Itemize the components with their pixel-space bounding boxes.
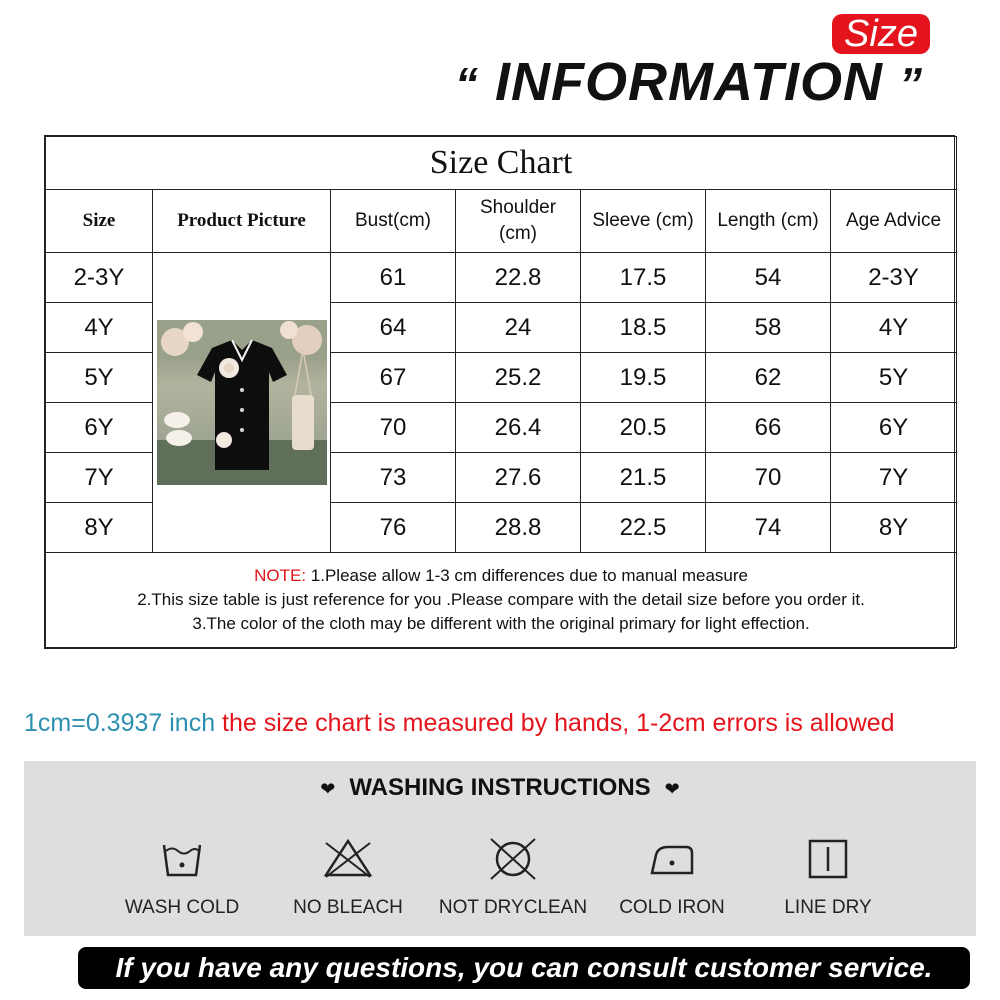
information-title bbox=[455, 46, 985, 118]
cell-age: 2-3Y bbox=[831, 253, 957, 303]
cell-size: 2-3Y bbox=[46, 253, 153, 303]
wash-label: NOT DRYCLEAN bbox=[438, 897, 588, 918]
cell-length: 66 bbox=[706, 403, 831, 453]
cell-shoulder: 27.6 bbox=[456, 453, 581, 503]
note-line-3: 3.The color of the cloth may be different with the original primary for light effection. bbox=[192, 614, 810, 633]
wash-item bbox=[428, 833, 598, 923]
wash-label: COLD IRON bbox=[619, 897, 725, 918]
cell-size: 4Y bbox=[46, 303, 153, 353]
size-chart-table bbox=[45, 136, 957, 648]
cell-sleeve: 17.5 bbox=[581, 253, 706, 303]
cell-bust: 73 bbox=[331, 453, 456, 503]
measurement-note: the size chart is measured by hands, 1-2cm errors is allowed bbox=[215, 709, 895, 737]
wash-cold-icon bbox=[152, 833, 212, 883]
header-age-advice: Age Advice bbox=[831, 190, 957, 253]
information-word: INFORMATION bbox=[495, 52, 883, 112]
product-picture-cell bbox=[153, 253, 331, 553]
open-quote: “ bbox=[455, 58, 479, 110]
wash-item bbox=[587, 833, 757, 923]
cell-sleeve: 22.5 bbox=[581, 503, 706, 553]
wash-label: LINE DRY bbox=[784, 897, 872, 918]
cell-bust: 70 bbox=[331, 403, 456, 453]
note-line-2: 2.This size table is just reference for you .Please compare with the detail size before you order it. bbox=[137, 590, 865, 609]
table-row bbox=[46, 253, 957, 303]
heart-icon: ❤ bbox=[664, 779, 680, 799]
cell-shoulder: 28.8 bbox=[456, 503, 581, 553]
cell-sleeve: 18.5 bbox=[581, 303, 706, 353]
size-note bbox=[46, 553, 957, 648]
cell-size: 8Y bbox=[46, 503, 153, 553]
cell-age: 6Y bbox=[831, 403, 957, 453]
header-product-picture: Product Picture bbox=[153, 190, 331, 253]
size-badge: Size bbox=[832, 14, 930, 54]
cell-sleeve: 19.5 bbox=[581, 353, 706, 403]
dress-image bbox=[157, 320, 327, 485]
cell-length: 74 bbox=[706, 503, 831, 553]
cold-iron-icon bbox=[642, 833, 702, 883]
note-line-1 bbox=[46, 564, 956, 588]
header-size: Size bbox=[46, 190, 153, 253]
no-bleach-icon bbox=[318, 833, 378, 883]
note-label: NOTE: bbox=[254, 566, 307, 585]
header-shoulder: Shoulder (cm) bbox=[456, 190, 581, 253]
cell-age: 8Y bbox=[831, 503, 957, 553]
size-chart bbox=[44, 135, 955, 649]
cell-size: 6Y bbox=[46, 403, 153, 453]
inch-conversion: 1cm=0.3937 inch bbox=[24, 709, 216, 737]
cell-age: 7Y bbox=[831, 453, 957, 503]
cell-size: 5Y bbox=[46, 353, 153, 403]
close-quote: ” bbox=[898, 58, 923, 110]
header-sleeve: Sleeve (cm) bbox=[581, 190, 706, 253]
wash-item bbox=[743, 833, 913, 923]
washing-title bbox=[24, 773, 976, 804]
cell-bust: 76 bbox=[331, 503, 456, 553]
wash-item bbox=[97, 833, 267, 923]
cell-bust: 61 bbox=[331, 253, 456, 303]
line-dry-icon bbox=[798, 833, 858, 883]
cell-shoulder: 25.2 bbox=[456, 353, 581, 403]
wash-label: WASH COLD bbox=[124, 897, 240, 918]
cell-length: 62 bbox=[706, 353, 831, 403]
cell-length: 58 bbox=[706, 303, 831, 353]
wash-label: NO BLEACH bbox=[293, 897, 403, 918]
cell-bust: 64 bbox=[331, 303, 456, 353]
cell-length: 54 bbox=[706, 253, 831, 303]
cell-sleeve: 20.5 bbox=[581, 403, 706, 453]
note-text-1: 1.Please allow 1-3 cm differences due to manual measure bbox=[306, 566, 748, 585]
cell-sleeve: 21.5 bbox=[581, 453, 706, 503]
wash-item bbox=[263, 833, 433, 923]
cell-shoulder: 22.8 bbox=[456, 253, 581, 303]
cell-age: 4Y bbox=[831, 303, 957, 353]
header-bust: Bust(cm) bbox=[331, 190, 456, 253]
product-photo bbox=[157, 320, 327, 485]
cell-age: 5Y bbox=[831, 353, 957, 403]
cell-size: 7Y bbox=[46, 453, 153, 503]
conversion-line bbox=[24, 703, 984, 743]
cell-length: 70 bbox=[706, 453, 831, 503]
header-length: Length (cm) bbox=[706, 190, 831, 253]
heart-icon: ❤ bbox=[320, 779, 336, 799]
customer-service-banner: If you have any questions, you can consult customer service. bbox=[78, 947, 970, 989]
washing-panel bbox=[24, 761, 976, 936]
size-chart-title: Size Chart bbox=[46, 137, 957, 190]
cell-bust: 67 bbox=[331, 353, 456, 403]
no-dryclean-icon bbox=[483, 833, 543, 883]
cell-shoulder: 24 bbox=[456, 303, 581, 353]
cell-shoulder: 26.4 bbox=[456, 403, 581, 453]
washing-title-text: WASHING INSTRUCTIONS bbox=[349, 774, 651, 801]
